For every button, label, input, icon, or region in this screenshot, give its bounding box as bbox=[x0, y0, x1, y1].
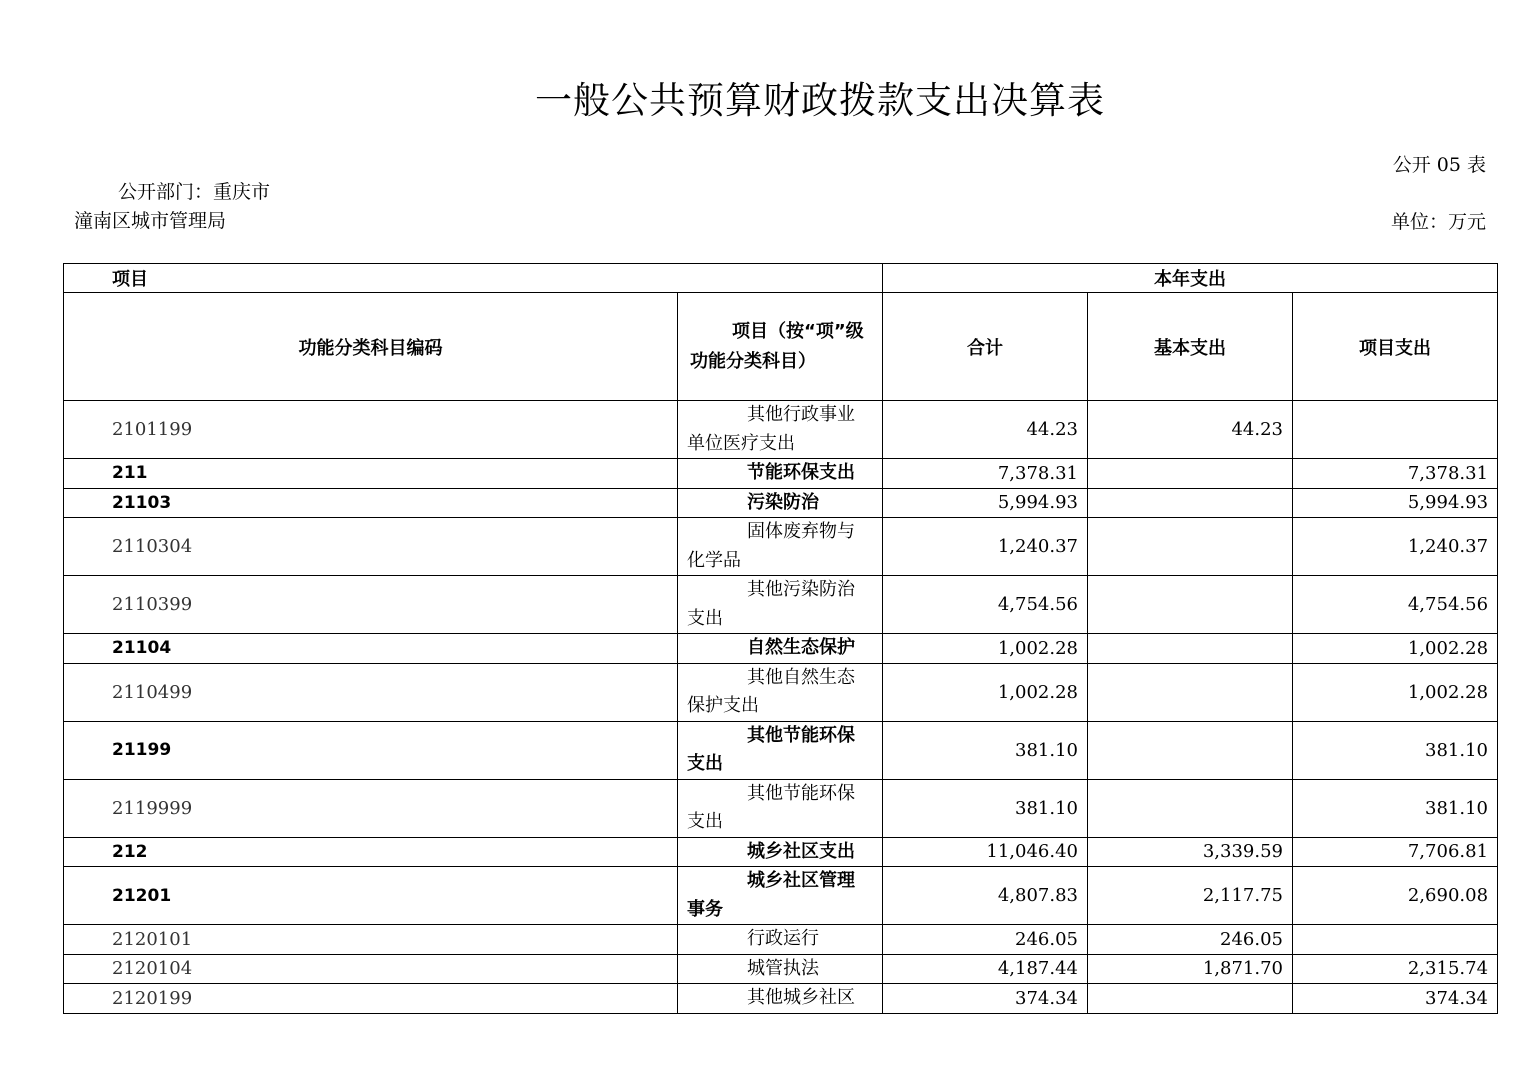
table-row bbox=[64, 867, 1498, 925]
project-cell: 1,002.28 bbox=[1293, 634, 1498, 664]
code-cell: 2120199 bbox=[64, 984, 678, 1014]
code-cell: 2120101 bbox=[64, 925, 678, 955]
table-row bbox=[64, 779, 1498, 837]
table-row bbox=[64, 634, 1498, 664]
total-cell: 381.10 bbox=[883, 779, 1088, 837]
basic-cell: 1,871.70 bbox=[1088, 954, 1293, 984]
project-cell: 381.10 bbox=[1293, 721, 1498, 779]
basic-cell bbox=[1088, 518, 1293, 576]
project-cell: 7,378.31 bbox=[1293, 459, 1498, 489]
project-cell: 5,994.93 bbox=[1293, 488, 1498, 518]
department-label: 公开部门：重庆市潼南区城市管理局 bbox=[74, 181, 271, 232]
header-total: 合计 bbox=[883, 293, 1088, 401]
project-cell: 2,690.08 bbox=[1293, 867, 1498, 925]
name-cell: 城乡社区支出 bbox=[678, 837, 883, 867]
code-cell: 21104 bbox=[64, 634, 678, 664]
project-cell: 2,315.74 bbox=[1293, 954, 1498, 984]
basic-cell bbox=[1088, 663, 1293, 721]
table-row bbox=[64, 925, 1498, 955]
total-cell: 1,002.28 bbox=[883, 634, 1088, 664]
project-cell: 374.34 bbox=[1293, 984, 1498, 1014]
header-item-name: 项目（按“项”级功能分类科目） bbox=[678, 293, 883, 401]
name-cell: 自然生态保护 bbox=[678, 634, 883, 664]
header-item: 项目 bbox=[64, 264, 883, 293]
total-cell: 1,240.37 bbox=[883, 518, 1088, 576]
basic-cell bbox=[1088, 779, 1293, 837]
table-row bbox=[64, 663, 1498, 721]
basic-cell: 3,339.59 bbox=[1088, 837, 1293, 867]
table-row bbox=[64, 401, 1498, 459]
project-cell: 1,240.37 bbox=[1293, 518, 1498, 576]
code-cell: 2110499 bbox=[64, 663, 678, 721]
code-cell: 2110399 bbox=[64, 576, 678, 634]
project-cell: 1,002.28 bbox=[1293, 663, 1498, 721]
header-row-columns bbox=[64, 293, 1498, 401]
code-cell: 212 bbox=[64, 837, 678, 867]
code-cell: 2101199 bbox=[64, 401, 678, 459]
basic-cell bbox=[1088, 576, 1293, 634]
basic-cell: 2,117.75 bbox=[1088, 867, 1293, 925]
name-cell: 其他自然生态保护支出 bbox=[678, 663, 883, 721]
table-row bbox=[64, 721, 1498, 779]
name-cell: 其他行政事业单位医疗支出 bbox=[678, 401, 883, 459]
total-cell: 246.05 bbox=[883, 925, 1088, 955]
code-cell: 2120104 bbox=[64, 954, 678, 984]
table-row bbox=[64, 984, 1498, 1014]
project-cell: 4,754.56 bbox=[1293, 576, 1498, 634]
total-cell: 44.23 bbox=[883, 401, 1088, 459]
total-cell: 5,994.93 bbox=[883, 488, 1088, 518]
table-row bbox=[64, 488, 1498, 518]
code-cell: 21201 bbox=[64, 867, 678, 925]
name-cell: 其他节能环保支出 bbox=[678, 779, 883, 837]
table-row bbox=[64, 459, 1498, 489]
basic-cell bbox=[1088, 634, 1293, 664]
basic-cell bbox=[1088, 984, 1293, 1014]
code-cell: 2110304 bbox=[64, 518, 678, 576]
name-cell: 城管执法 bbox=[678, 954, 883, 984]
total-cell: 381.10 bbox=[883, 721, 1088, 779]
page-title: 一般公共预算财政拨款支出决算表 bbox=[535, 79, 1105, 122]
table-row bbox=[64, 576, 1498, 634]
unit-label: 单位：万元 bbox=[1390, 211, 1486, 233]
total-cell: 4,807.83 bbox=[883, 867, 1088, 925]
header-row-top bbox=[64, 264, 1498, 293]
header-year-expense: 本年支出 bbox=[883, 264, 1498, 293]
code-cell: 2119999 bbox=[64, 779, 678, 837]
code-cell: 211 bbox=[64, 459, 678, 489]
total-cell: 7,378.31 bbox=[883, 459, 1088, 489]
name-cell: 其他节能环保支出 bbox=[678, 721, 883, 779]
basic-cell: 44.23 bbox=[1088, 401, 1293, 459]
project-cell bbox=[1293, 401, 1498, 459]
code-cell: 21103 bbox=[64, 488, 678, 518]
total-cell: 1,002.28 bbox=[883, 663, 1088, 721]
name-cell: 节能环保支出 bbox=[678, 459, 883, 489]
header-function-code: 功能分类科目编码 bbox=[64, 293, 678, 401]
project-cell: 381.10 bbox=[1293, 779, 1498, 837]
header-basic: 基本支出 bbox=[1088, 293, 1293, 401]
form-number: 公开 05 表 bbox=[1392, 154, 1486, 176]
name-cell: 其他城乡社区 bbox=[678, 984, 883, 1014]
name-cell: 污染防治 bbox=[678, 488, 883, 518]
basic-cell: 246.05 bbox=[1088, 925, 1293, 955]
total-cell: 4,754.56 bbox=[883, 576, 1088, 634]
code-cell: 21199 bbox=[64, 721, 678, 779]
table-row bbox=[64, 518, 1498, 576]
project-cell bbox=[1293, 925, 1498, 955]
basic-cell bbox=[1088, 488, 1293, 518]
name-cell: 行政运行 bbox=[678, 925, 883, 955]
name-cell: 固体废弃物与化学品 bbox=[678, 518, 883, 576]
total-cell: 11,046.40 bbox=[883, 837, 1088, 867]
header-project: 项目支出 bbox=[1293, 293, 1498, 401]
total-cell: 374.34 bbox=[883, 984, 1088, 1014]
table-row bbox=[64, 837, 1498, 867]
total-cell: 4,187.44 bbox=[883, 954, 1088, 984]
name-cell: 其他污染防治支出 bbox=[678, 576, 883, 634]
table-row bbox=[64, 954, 1498, 984]
basic-cell bbox=[1088, 721, 1293, 779]
project-cell: 7,706.81 bbox=[1293, 837, 1498, 867]
name-cell: 城乡社区管理事务 bbox=[678, 867, 883, 925]
basic-cell bbox=[1088, 459, 1293, 489]
expenditure-table bbox=[63, 263, 1498, 1014]
